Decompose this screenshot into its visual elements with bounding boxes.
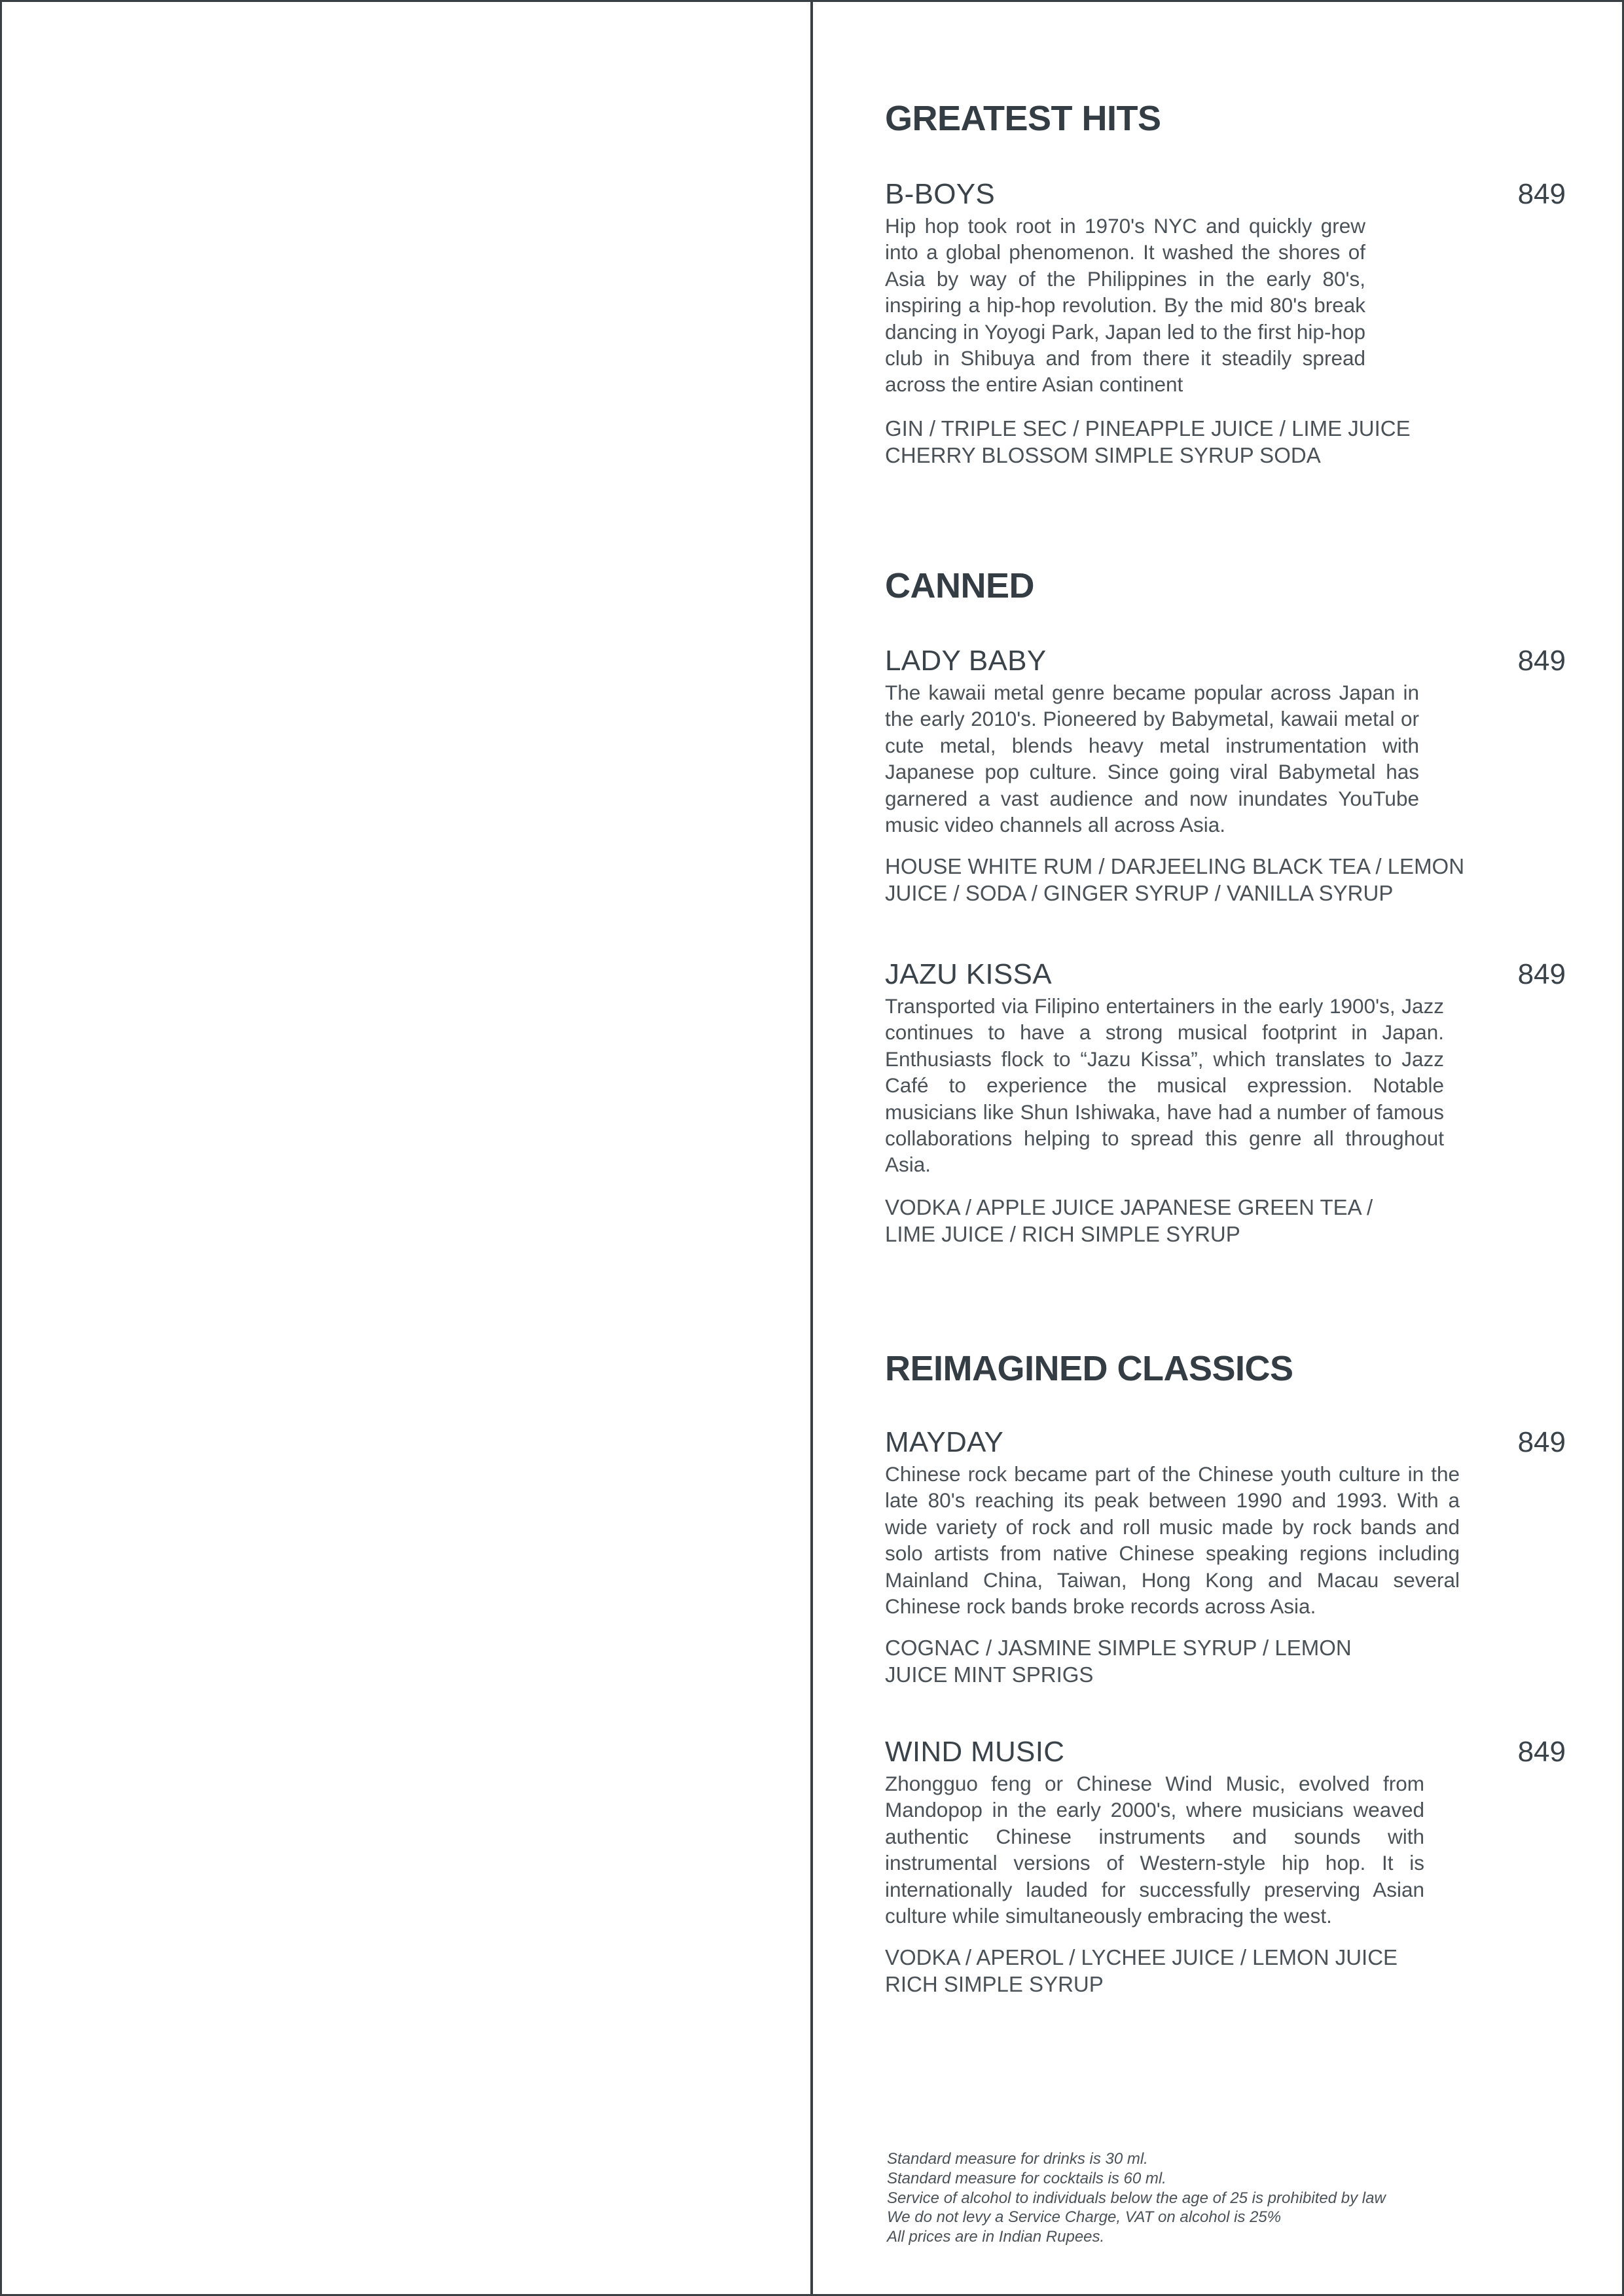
item-ingredients: COGNAC / JASMINE SIMPLE SYRUP / LEMON JUICE MINT SPRIGS bbox=[885, 1636, 1352, 1687]
item-name: B-BOYS bbox=[885, 178, 996, 210]
item-price: 849 bbox=[1517, 178, 1566, 210]
item-description: Chinese rock became part of the Chinese youth culture in the late 80's reaching its peak between 1990 and 1993. With a wide variety of rock and roll music made by rock bands and solo artists from native Chinese speaking regions including Mainland China, Taiwan, Hong Kong and Macau several Chinese rock bands broke records across Asia. bbox=[885, 1462, 1460, 1619]
section-title-reimagined-classics: REIMAGINED CLASSICS bbox=[885, 1349, 1293, 1388]
footer-line: Service of alcohol to individuals below the age of 25 is prohibited by law bbox=[887, 2189, 1386, 2207]
footer-line: We do not levy a Service Charge, VAT on alcohol is 25% bbox=[887, 2208, 1282, 2227]
footer-line: Standard measure for drinks is 30 ml. bbox=[887, 2150, 1148, 2168]
item-price: 849 bbox=[1517, 958, 1566, 990]
item-price: 849 bbox=[1517, 1736, 1566, 1768]
item-price: 849 bbox=[1517, 1426, 1566, 1458]
section-title-greatest-hits: GREATEST HITS bbox=[885, 99, 1161, 138]
item-description: Zhongguo feng or Chinese Wind Music, evolved from Mandopop in the early 2000's, where musicians weaved authentic Chinese instruments and sounds with instrumental versions of Western-style hip hop. It is internationally lauded for successfully preserving Asian culture while simultaneously embracing the west. bbox=[885, 1772, 1424, 1928]
footer-line: All prices are in Indian Rupees. bbox=[887, 2228, 1105, 2246]
item-description: The kawaii metal genre became popular across Japan in the early 2010's. Pioneered by Babymetal, kawaii metal or cute metal, blends heavy metal instrumentation with Japanese pop culture. Since going viral Babymetal has garnered a vast audience and now inundates YouTube music video channels all across Asia. bbox=[885, 681, 1419, 837]
section-title-canned: CANNED bbox=[885, 566, 1035, 605]
footer-notes bbox=[887, 2149, 1476, 2247]
item-description: Hip hop took root in 1970's NYC and quickly grew into a global phenomenon. It washed the shores of Asia by way of the Philippines in the early 80's, inspiring a hip-hop revolution. By the mid 80's break dancing in Yoyogi Park, Japan led to the first hip-hop club in Shibuya and from there it steadily spread across the entire Asian continent bbox=[885, 214, 1365, 397]
item-ingredients: GIN / TRIPLE SEC / PINEAPPLE JUICE / LIME JUICE CHERRY BLOSSOM SIMPLE SYRUP SODA bbox=[885, 416, 1411, 467]
item-name: JAZU KISSA bbox=[885, 958, 1052, 990]
item-ingredients: VODKA / APPLE JUICE JAPANESE GREEN TEA / LIME JUICE / RICH SIMPLE SYRUP bbox=[885, 1195, 1373, 1246]
menu-content bbox=[885, 0, 1566, 2296]
footer-line: Standard measure for cocktails is 60 ml. bbox=[887, 2169, 1166, 2187]
center-divider bbox=[810, 0, 813, 2296]
item-ingredients: VODKA / APEROL / LYCHEE JUICE / LEMON JUICE RICH SIMPLE SYRUP bbox=[885, 1945, 1398, 1996]
item-price: 849 bbox=[1517, 645, 1566, 677]
blank-left-panel bbox=[0, 0, 810, 2296]
item-name: WIND MUSIC bbox=[885, 1736, 1065, 1768]
item-name: MAYDAY bbox=[885, 1426, 1004, 1458]
item-ingredients: HOUSE WHITE RUM / DARJEELING BLACK TEA / LEMON JUICE / SODA / GINGER SYRUP / VANILLA SYRUP bbox=[885, 854, 1465, 905]
item-name: LADY BABY bbox=[885, 645, 1047, 677]
item-description: Transported via Filipino entertainers in the early 1900's, Jazz continues to have a strong musical footprint in Japan. Enthusiasts flock to “Jazu Kissa”, which translates to Jazz Café to experience the musical expression. Notable musicians like Shun Ishiwaka, have had a number of famous collaborations helping to spread this genre all throughout Asia. bbox=[885, 994, 1444, 1177]
